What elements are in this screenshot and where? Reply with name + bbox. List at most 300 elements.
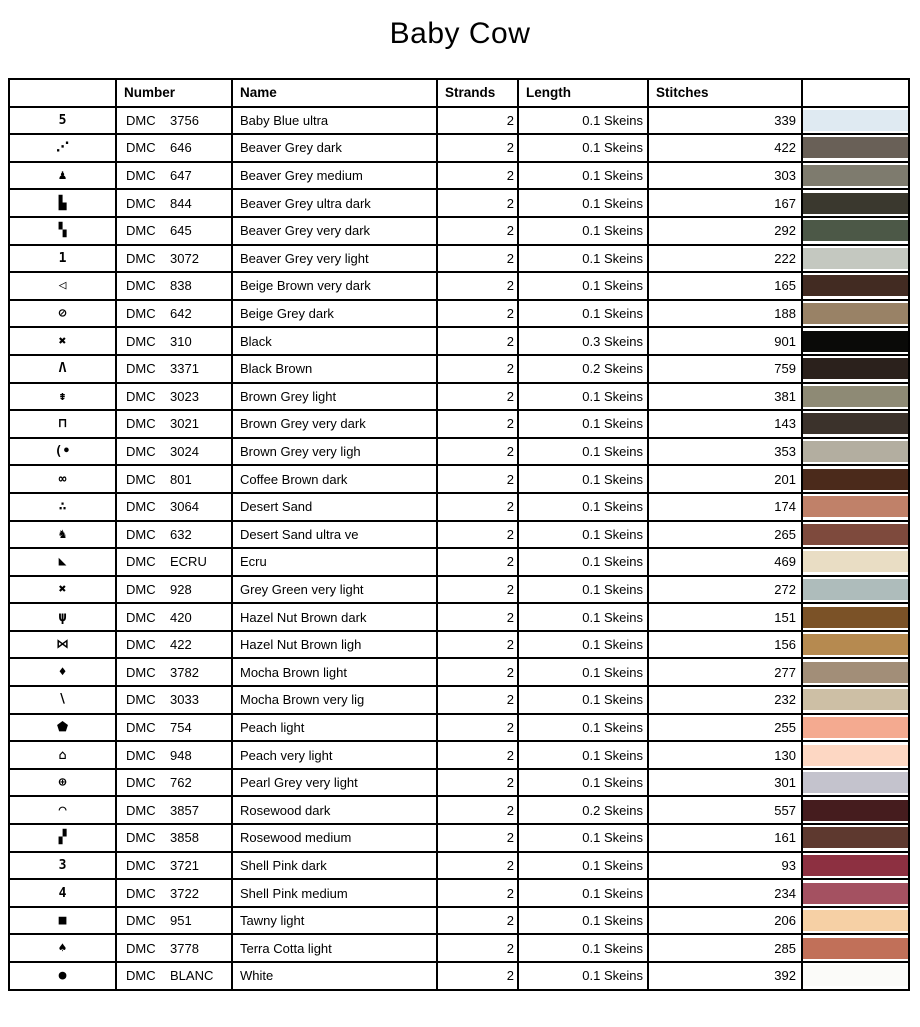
- length-cell: 0.1 Skeins: [518, 217, 648, 245]
- table-row: [9, 962, 909, 990]
- color-swatch: [803, 386, 908, 407]
- length-cell: 0.3 Skeins: [518, 327, 648, 355]
- length-cell: 0.1 Skeins: [518, 300, 648, 328]
- code-label: 3756: [170, 112, 199, 128]
- code-label: 3858: [170, 830, 199, 846]
- symbol-cell: ⇟: [9, 383, 116, 411]
- code-label: 632: [170, 526, 192, 542]
- stitches-cell: 285: [648, 934, 802, 962]
- number-cell: [116, 741, 232, 769]
- length-cell: 0.1 Skeins: [518, 134, 648, 162]
- color-swatch: [803, 551, 908, 572]
- length-cell: 0.1 Skeins: [518, 824, 648, 852]
- strands-cell: 2: [437, 934, 518, 962]
- stitches-cell: 222: [648, 245, 802, 273]
- brand-label: DMC: [126, 747, 156, 763]
- name-cell: Hazel Nut Brown ligh: [232, 631, 437, 659]
- number-cell: [116, 217, 232, 245]
- length-cell: 0.1 Skeins: [518, 383, 648, 411]
- code-label: ECRU: [170, 554, 207, 570]
- color-cell: [802, 548, 909, 576]
- color-cell: [802, 686, 909, 714]
- symbol-cell: ⊓: [9, 410, 116, 438]
- code-label: 310: [170, 333, 192, 349]
- color-cell: [802, 217, 909, 245]
- number-cell: [116, 134, 232, 162]
- table-row: [9, 217, 909, 245]
- length-cell: 0.1 Skeins: [518, 576, 648, 604]
- brand-label: DMC: [126, 306, 156, 322]
- header-row: [9, 79, 909, 107]
- color-cell: [802, 493, 909, 521]
- number-cell: [116, 272, 232, 300]
- table-row: [9, 741, 909, 769]
- page-title: Baby Cow: [389, 17, 531, 50]
- color-cell: [802, 852, 909, 880]
- brand-label: DMC: [126, 112, 156, 128]
- legend-table-body: [9, 107, 909, 990]
- stitches-cell: 301: [648, 769, 802, 797]
- stitches-cell: 188: [648, 300, 802, 328]
- length-cell: 0.1 Skeins: [518, 631, 648, 659]
- strands-cell: 2: [437, 603, 518, 631]
- strands-cell: 2: [437, 107, 518, 135]
- strands-cell: 2: [437, 465, 518, 493]
- number-cell: [116, 355, 232, 383]
- stitches-cell: 167: [648, 189, 802, 217]
- code-label: 3722: [170, 885, 199, 901]
- color-cell: [802, 162, 909, 190]
- table-row: [9, 576, 909, 604]
- symbol-cell: ⬟: [9, 714, 116, 742]
- name-cell: Pearl Grey very light: [232, 769, 437, 797]
- color-cell: [802, 796, 909, 824]
- strands-cell: 2: [437, 438, 518, 466]
- number-cell: [116, 410, 232, 438]
- table-row: [9, 548, 909, 576]
- color-swatch: [803, 275, 908, 296]
- color-cell: [802, 107, 909, 135]
- symbol-cell: ♦: [9, 658, 116, 686]
- name-cell: Rosewood dark: [232, 796, 437, 824]
- color-swatch: [803, 800, 908, 821]
- strands-cell: 2: [437, 327, 518, 355]
- color-swatch: [803, 303, 908, 324]
- symbol-cell: ■: [9, 907, 116, 935]
- color-swatch: [803, 248, 908, 269]
- strands-cell: 2: [437, 879, 518, 907]
- length-cell: 0.1 Skeins: [518, 107, 648, 135]
- number-cell: [116, 383, 232, 411]
- code-label: 3371: [170, 361, 199, 377]
- color-swatch: [803, 331, 908, 352]
- stitches-cell: 255: [648, 714, 802, 742]
- name-cell: Shell Pink medium: [232, 879, 437, 907]
- header-name: Name: [232, 79, 437, 107]
- table-row: [9, 796, 909, 824]
- table-row: [9, 879, 909, 907]
- strands-cell: 2: [437, 189, 518, 217]
- color-cell: [802, 355, 909, 383]
- code-label: 754: [170, 719, 192, 735]
- color-cell: [802, 465, 909, 493]
- number-cell: [116, 934, 232, 962]
- stitches-cell: 292: [648, 217, 802, 245]
- length-cell: 0.1 Skeins: [518, 438, 648, 466]
- brand-label: DMC: [126, 333, 156, 349]
- strands-cell: 2: [437, 576, 518, 604]
- code-label: 948: [170, 747, 192, 763]
- number-cell: [116, 631, 232, 659]
- color-cell: [802, 769, 909, 797]
- brand-label: DMC: [126, 830, 156, 846]
- strands-cell: 2: [437, 355, 518, 383]
- code-label: 642: [170, 306, 192, 322]
- color-cell: [802, 189, 909, 217]
- brand-label: DMC: [126, 388, 156, 404]
- strands-cell: 2: [437, 245, 518, 273]
- number-cell: [116, 879, 232, 907]
- table-row: [9, 272, 909, 300]
- number-cell: [116, 493, 232, 521]
- stitches-cell: 353: [648, 438, 802, 466]
- symbol-cell: ●: [9, 962, 116, 990]
- header-symbol: [9, 79, 116, 107]
- color-cell: [802, 824, 909, 852]
- length-cell: 0.1 Skeins: [518, 548, 648, 576]
- symbol-cell: ♟: [9, 162, 116, 190]
- name-cell: Desert Sand: [232, 493, 437, 521]
- color-swatch: [803, 524, 908, 545]
- brand-label: DMC: [126, 857, 156, 873]
- brand-label: DMC: [126, 775, 156, 791]
- strands-cell: 2: [437, 852, 518, 880]
- name-cell: Hazel Nut Brown dark: [232, 603, 437, 631]
- color-swatch: [803, 193, 908, 214]
- header-stitches: Stitches: [648, 79, 802, 107]
- brand-label: DMC: [126, 637, 156, 653]
- table-row: [9, 631, 909, 659]
- length-cell: 0.1 Skeins: [518, 714, 648, 742]
- symbol-cell: ♠: [9, 934, 116, 962]
- name-cell: Mocha Brown light: [232, 658, 437, 686]
- table-row: [9, 521, 909, 549]
- number-cell: [116, 521, 232, 549]
- color-cell: [802, 245, 909, 273]
- brand-label: DMC: [126, 195, 156, 211]
- strands-cell: 2: [437, 548, 518, 576]
- color-swatch: [803, 938, 908, 959]
- table-row: [9, 769, 909, 797]
- stitches-cell: 174: [648, 493, 802, 521]
- symbol-cell: ◁: [9, 272, 116, 300]
- brand-label: DMC: [126, 278, 156, 294]
- code-label: 838: [170, 278, 192, 294]
- number-cell: [116, 686, 232, 714]
- strands-cell: 2: [437, 658, 518, 686]
- strands-cell: 2: [437, 493, 518, 521]
- name-cell: Coffee Brown dark: [232, 465, 437, 493]
- legend-table: [8, 78, 910, 991]
- number-cell: [116, 300, 232, 328]
- brand-label: DMC: [126, 581, 156, 597]
- code-label: 645: [170, 223, 192, 239]
- number-cell: [116, 548, 232, 576]
- color-cell: [802, 438, 909, 466]
- header-number: Number: [116, 79, 232, 107]
- symbol-cell: ◣: [9, 548, 116, 576]
- name-cell: Beaver Grey ultra dark: [232, 189, 437, 217]
- symbol-cell: ⋈: [9, 631, 116, 659]
- stitches-cell: 156: [648, 631, 802, 659]
- code-label: BLANC: [170, 968, 214, 984]
- strands-cell: 2: [437, 824, 518, 852]
- color-swatch: [803, 579, 908, 600]
- symbol-cell: ∖: [9, 686, 116, 714]
- table-row: [9, 438, 909, 466]
- name-cell: Brown Grey very dark: [232, 410, 437, 438]
- length-cell: 0.1 Skeins: [518, 769, 648, 797]
- table-row: [9, 934, 909, 962]
- name-cell: White: [232, 962, 437, 990]
- code-label: 647: [170, 168, 192, 184]
- brand-label: DMC: [126, 913, 156, 929]
- brand-label: DMC: [126, 554, 156, 570]
- stitches-cell: 232: [648, 686, 802, 714]
- symbol-cell: ∞: [9, 465, 116, 493]
- table-row: [9, 603, 909, 631]
- length-cell: 0.1 Skeins: [518, 879, 648, 907]
- stitches-cell: 272: [648, 576, 802, 604]
- number-cell: [116, 714, 232, 742]
- brand-label: DMC: [126, 968, 156, 984]
- code-label: 3024: [170, 444, 199, 460]
- color-cell: [802, 907, 909, 935]
- symbol-cell: ▙: [9, 189, 116, 217]
- symbol-cell: 3: [9, 852, 116, 880]
- table-row: [9, 245, 909, 273]
- symbol-cell: 1: [9, 245, 116, 273]
- stitches-cell: 381: [648, 383, 802, 411]
- code-label: 844: [170, 195, 192, 211]
- symbol-cell: ⊕: [9, 769, 116, 797]
- code-label: 801: [170, 471, 192, 487]
- table-row: [9, 327, 909, 355]
- stitches-cell: 277: [648, 658, 802, 686]
- length-cell: 0.1 Skeins: [518, 934, 648, 962]
- strands-cell: 2: [437, 300, 518, 328]
- stitches-cell: 143: [648, 410, 802, 438]
- brand-label: DMC: [126, 223, 156, 239]
- length-cell: 0.1 Skeins: [518, 493, 648, 521]
- name-cell: Shell Pink dark: [232, 852, 437, 880]
- number-cell: [116, 245, 232, 273]
- name-cell: Peach light: [232, 714, 437, 742]
- table-row: [9, 189, 909, 217]
- brand-label: DMC: [126, 802, 156, 818]
- strands-cell: 2: [437, 714, 518, 742]
- name-cell: Brown Grey very ligh: [232, 438, 437, 466]
- strands-cell: 2: [437, 741, 518, 769]
- code-label: 3021: [170, 416, 199, 432]
- stitches-cell: 265: [648, 521, 802, 549]
- strands-cell: 2: [437, 521, 518, 549]
- stitches-cell: 422: [648, 134, 802, 162]
- number-cell: [116, 603, 232, 631]
- name-cell: Brown Grey light: [232, 383, 437, 411]
- symbol-cell: Λ: [9, 355, 116, 383]
- number-cell: [116, 107, 232, 135]
- table-row: [9, 714, 909, 742]
- name-cell: Mocha Brown very lig: [232, 686, 437, 714]
- name-cell: Grey Green very light: [232, 576, 437, 604]
- code-label: 3778: [170, 940, 199, 956]
- number-cell: [116, 576, 232, 604]
- symbol-cell: ♞: [9, 521, 116, 549]
- color-swatch: [803, 137, 908, 158]
- color-swatch: [803, 662, 908, 683]
- brand-label: DMC: [126, 692, 156, 708]
- name-cell: Beaver Grey dark: [232, 134, 437, 162]
- color-swatch: [803, 110, 908, 131]
- brand-label: DMC: [126, 361, 156, 377]
- code-label: 3782: [170, 664, 199, 680]
- color-cell: [802, 879, 909, 907]
- code-label: 420: [170, 609, 192, 625]
- strands-cell: 2: [437, 962, 518, 990]
- name-cell: Beige Grey dark: [232, 300, 437, 328]
- color-cell: [802, 521, 909, 549]
- strands-cell: 2: [437, 272, 518, 300]
- brand-label: DMC: [126, 444, 156, 460]
- strands-cell: 2: [437, 796, 518, 824]
- brand-label: DMC: [126, 609, 156, 625]
- color-cell: [802, 603, 909, 631]
- symbol-cell: ⋰: [9, 134, 116, 162]
- symbol-cell: ✖: [9, 576, 116, 604]
- stitches-cell: 201: [648, 465, 802, 493]
- color-swatch: [803, 855, 908, 876]
- header-strands: Strands: [437, 79, 518, 107]
- color-cell: [802, 272, 909, 300]
- number-cell: [116, 162, 232, 190]
- name-cell: Ecru: [232, 548, 437, 576]
- table-row: [9, 686, 909, 714]
- color-swatch: [803, 441, 908, 462]
- code-label: 422: [170, 637, 192, 653]
- color-cell: [802, 410, 909, 438]
- code-label: 646: [170, 140, 192, 156]
- name-cell: Tawny light: [232, 907, 437, 935]
- color-cell: [802, 300, 909, 328]
- number-cell: [116, 824, 232, 852]
- strands-cell: 2: [437, 162, 518, 190]
- length-cell: 0.1 Skeins: [518, 465, 648, 493]
- number-cell: [116, 769, 232, 797]
- table-row: [9, 355, 909, 383]
- number-cell: [116, 438, 232, 466]
- brand-label: DMC: [126, 250, 156, 266]
- color-swatch: [803, 496, 908, 517]
- symbol-cell: 5: [9, 107, 116, 135]
- table-row: [9, 824, 909, 852]
- name-cell: Baby Blue ultra: [232, 107, 437, 135]
- strands-cell: 2: [437, 410, 518, 438]
- length-cell: 0.1 Skeins: [518, 603, 648, 631]
- header-color: [802, 79, 909, 107]
- color-swatch: [803, 220, 908, 241]
- name-cell: Beaver Grey very dark: [232, 217, 437, 245]
- symbol-cell: ∴: [9, 493, 116, 521]
- symbol-cell: (•: [9, 438, 116, 466]
- code-label: 3072: [170, 250, 199, 266]
- number-cell: [116, 327, 232, 355]
- length-cell: 0.1 Skeins: [518, 741, 648, 769]
- brand-label: DMC: [126, 499, 156, 515]
- code-label: 3857: [170, 802, 199, 818]
- length-cell: 0.1 Skeins: [518, 189, 648, 217]
- color-cell: [802, 714, 909, 742]
- code-label: 951: [170, 913, 192, 929]
- color-cell: [802, 741, 909, 769]
- color-cell: [802, 327, 909, 355]
- code-label: 3033: [170, 692, 199, 708]
- color-swatch: [803, 883, 908, 904]
- table-row: [9, 107, 909, 135]
- symbol-cell: ▞: [9, 824, 116, 852]
- code-label: 3721: [170, 857, 199, 873]
- table-row: [9, 383, 909, 411]
- color-swatch: [803, 827, 908, 848]
- symbol-cell: ▚: [9, 217, 116, 245]
- color-swatch: [803, 607, 908, 628]
- brand-label: DMC: [126, 471, 156, 487]
- symbol-cell: ◠: [9, 796, 116, 824]
- color-cell: [802, 658, 909, 686]
- symbol-cell: ✖: [9, 327, 116, 355]
- table-row: [9, 465, 909, 493]
- stitches-cell: 206: [648, 907, 802, 935]
- color-cell: [802, 934, 909, 962]
- stitches-cell: 151: [648, 603, 802, 631]
- color-swatch: [803, 413, 908, 434]
- color-cell: [802, 631, 909, 659]
- stitches-cell: 165: [648, 272, 802, 300]
- color-swatch: [803, 165, 908, 186]
- stitches-cell: 392: [648, 962, 802, 990]
- stitches-cell: 339: [648, 107, 802, 135]
- color-swatch: [803, 689, 908, 710]
- color-cell: [802, 383, 909, 411]
- length-cell: 0.1 Skeins: [518, 962, 648, 990]
- number-cell: [116, 658, 232, 686]
- code-label: 3023: [170, 388, 199, 404]
- stitches-cell: 130: [648, 741, 802, 769]
- table-row: [9, 493, 909, 521]
- code-label: 3064: [170, 499, 199, 515]
- brand-label: DMC: [126, 168, 156, 184]
- strands-cell: 2: [437, 217, 518, 245]
- color-swatch: [803, 358, 908, 379]
- code-label: 762: [170, 775, 192, 791]
- number-cell: [116, 907, 232, 935]
- table-row: [9, 658, 909, 686]
- name-cell: Beaver Grey medium: [232, 162, 437, 190]
- color-cell: [802, 576, 909, 604]
- color-cell: [802, 134, 909, 162]
- color-swatch: [803, 910, 908, 931]
- stitches-cell: 234: [648, 879, 802, 907]
